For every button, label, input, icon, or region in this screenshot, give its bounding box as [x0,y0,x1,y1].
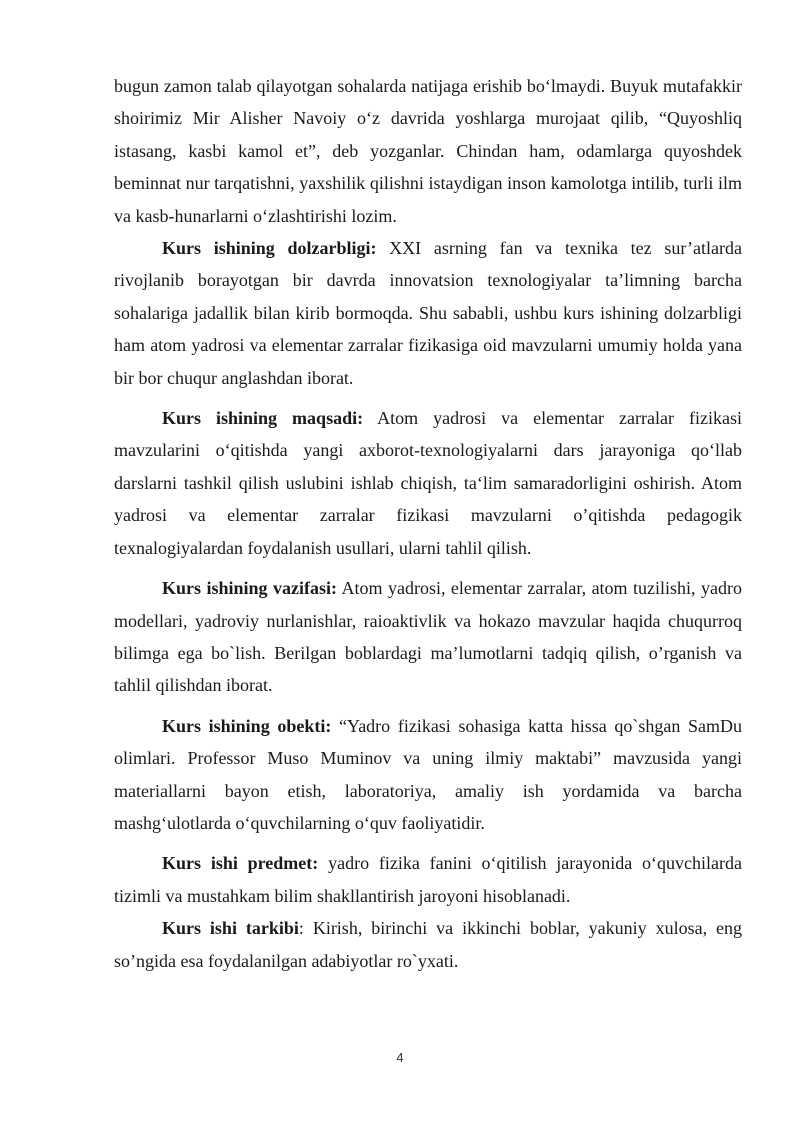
paragraph-text: Atom yadrosi va elementar zarralar fizikasi mavzularini o‘qitishda yangi axborot-texnologiyalarni dars jarayoniga qo‘llab darslarni tashkil qilish uslubini ishlab chiqish, ta‘lim samaradorligini oshirish. Atom yadrosi va elementar zarralar fizikasi mavzularni o’qitishda pedagogik texnalogiyalardan foydalanish usullari, ularni tahlil qilish. [114,408,742,558]
paragraph-term: Kurs ishi predmet: [162,853,319,874]
paragraph-term: Kurs ishi tarkibi [162,918,299,939]
paragraph-text: Atom yadrosi, elementar zarralar, atom tuzilishi, yadro modellari, yadroviy nurlanishlar, raioaktivlik va hokazo mavzular haqida chuqurroq bilimga ega bo`lish. Berilgan boblardagi ma’lumotlarni tadqiq qilish, o’rganish va tahlil qilishdan iborat. [114,578,742,696]
paragraph-relevance [114,232,742,394]
paragraph-text: yadro fizika fanini o‘qitilish jarayonida o‘quvchilarda tizimli va mustahkam bilim shakllantirish jaroyoni hisoblanadi. [114,853,743,906]
paragraph-structure [114,912,742,977]
page-number: 4 [396,1050,404,1065]
paragraph-text: “Yadro fizikasi sohasiga katta hissa qo`shgan SamDu olimlari. Professor Muso Muminov va uning ilmiy maktabi” mavzusida yangi materiallarni bayon etish, laboratoriya, amaliy ish yordamida va barcha mashg‘ulotlarda o‘quvchilarning o‘quv faoliyatidir. [114,715,743,833]
paragraph-object [114,710,742,840]
paragraph-subject [114,847,742,912]
paragraph-text: : Kirish, birinchi va ikkinchi boblar, yakuniy xulosa, eng so’ngida esa foydalanilgan adabiyotlar ro`yxati. [114,918,742,971]
document-page [114,70,742,977]
paragraph-term: Kurs ishining vazifasi: [162,578,337,599]
paragraph-text: bugun zamon talab qilayotgan sohalarda natijaga erishib bo‘lmaydi. Buyuk mutafakkir shoirimiz Mir Alisher Navoiy o‘z davrida yoshlarga murojaat qilib, “Quyoshliq istasang, kasbi kamol et”, deb yozganlar. Chindan ham, odamlarga quyoshdek beminnat nur tarqatishni, yaxshilik qilishni istaydigan inson kamolotga intilib, turli ilm va kasb-hunarlarni o‘zlashtirishi lozim. [114,76,742,226]
paragraph-term: Kurs ishining dolzarbligi: [162,238,377,259]
paragraph-term: Kurs ishining maqsadi: [162,408,364,429]
paragraph-intro-continuation [114,70,742,232]
paragraph-tasks [114,572,742,702]
paragraph-text: XXI asrning fan va texnika tez sur’atlarda rivojlanib borayotgan bir davrda innovatsion texnologiyalar ta’limning barcha sohalariga jadallik bilan kirib bormoqda. Shu sababli, ushbu kurs ishining dolzarbligi ham atom yadrosi va elementar zarralar fizikasiga oid mavzularni umumiy holda yana bir bor chuqur anglashdan iborat. [114,238,742,388]
paragraph-term: Kurs ishining obekti: [162,715,332,736]
paragraph-goal [114,402,742,564]
